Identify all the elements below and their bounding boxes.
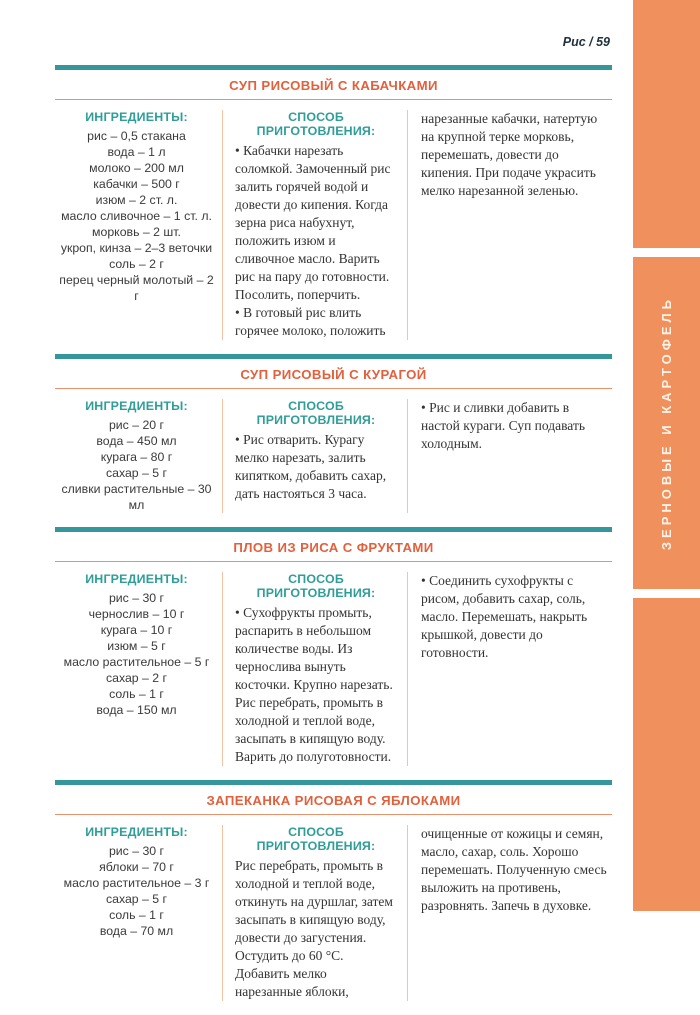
continuation-column [408, 399, 612, 513]
method-column [222, 825, 408, 1001]
ingredient-line: сахар – 5 г [105, 466, 168, 480]
ingredients-list [57, 590, 216, 718]
ingredient-line: сахар – 2 г [105, 671, 168, 685]
method-heading: СПОСОБ ПРИГОТОВЛЕНИЯ: [256, 825, 376, 853]
sidebar-divider-top [633, 248, 700, 257]
ingredient-line: курага – 10 г [100, 623, 173, 637]
method-paragraphs [235, 431, 397, 503]
recipe-title: СУП РИСОВЫЙ С КУРАГОЙ [55, 359, 612, 389]
method-heading: СПОСОБ ПРИГОТОВЛЕНИЯ: [256, 399, 376, 427]
continuation-paragraph: • Рис и сливки добавить в настой кураги. Суп подавать холодным. [421, 400, 586, 451]
ingredient-line: масло сливочное – 1 ст. л. [61, 209, 212, 223]
ingredient-line: морковь – 2 шт. [92, 225, 181, 239]
ingredients-column [55, 825, 222, 1001]
ingredient-line: яблоки – 70 г [99, 860, 174, 874]
method-paragraph: • Кабачки нарезать соломкой. Замоченный рис залить горячей водой и довести до кипения. Когда зерна риса набухнут, положить изюм и сливочное масло. Варить рис на пару до готовности. Посолить, поперчить. [235, 143, 391, 302]
recipe-title: ПЛОВ ИЗ РИСА С ФРУКТАМИ [55, 532, 612, 562]
method-paragraphs [235, 857, 397, 1001]
method-column [222, 572, 408, 766]
ingredient-line: рис – 30 г [108, 844, 165, 858]
ingredient-line: кабачки – 500 г [93, 177, 180, 191]
recipe-title: СУП РИСОВЫЙ С КАБАЧКАМИ [55, 70, 612, 100]
category-tab [633, 257, 700, 589]
ingredient-line: курага – 80 г [100, 450, 173, 464]
ingredients-heading: ИНГРЕДИЕНТЫ: [85, 825, 188, 839]
continuation-paragraph: нарезанные кабачки, натертую на крупной терке морковь, перемешать, довести до кипения. При подаче украсить мелко нарезанной зеленью. [421, 111, 598, 198]
ingredient-line: чернослив – 10 г [88, 607, 185, 621]
recipe-section-1 [55, 65, 612, 344]
ingredients-column [55, 399, 222, 513]
recipe-title: ЗАПЕКАНКА РИСОВАЯ С ЯБЛОКАМИ [55, 785, 612, 815]
continuation-column [408, 825, 612, 1001]
recipe-body [55, 389, 612, 517]
method-paragraph: • В готовый рис влить горячее молоко, положить [235, 305, 386, 338]
ingredient-line: вода – 1 л [107, 145, 166, 159]
ingredient-line: рис – 30 г [108, 591, 165, 605]
ingredient-line: соль – 1 г [109, 687, 164, 701]
method-paragraph: • Сухофрукты промыть, распарить в небольшом количестве воды. Из чернослива вынуть косточки. Крупно нарезать. Рис перебрать, промыть в холодной и теплой воде, засыпать в кипящую воду. Варить до полуготовности. [235, 605, 393, 764]
ingredient-line: молоко – 200 мл [89, 161, 184, 175]
method-paragraphs [235, 142, 397, 340]
continuation-paragraph: очищенные от кожицы и семян, масло, сахар, соль. Хорошо перемешать. Полученную смесь выложить на противень, разровнять. Запечь в духовке. [421, 826, 607, 913]
ingredient-line: вода – 150 мл [96, 703, 177, 717]
ingredients-list [57, 417, 216, 513]
ingredient-line: перец черный молотый – 2 г [59, 273, 214, 303]
method-column [222, 110, 408, 340]
recipe-body [55, 100, 612, 344]
recipe-section-4 [55, 780, 612, 1005]
continuation-column [408, 110, 612, 340]
chapter-name: Рис [562, 35, 586, 49]
ingredient-line: сахар – 5 г [105, 892, 168, 906]
ingredient-line: соль – 2 г [109, 257, 164, 271]
sidebar-divider-bottom [633, 589, 700, 598]
page-header-separator: / [585, 35, 597, 49]
recipe-body [55, 562, 612, 770]
ingredient-line: масло растительное – 5 г [63, 655, 210, 669]
ingredient-line: сливки растительные – 30 мл [61, 482, 212, 512]
method-heading: СПОСОБ ПРИГОТОВЛЕНИЯ: [256, 572, 376, 600]
recipe-body [55, 815, 612, 1005]
ingredient-line: укроп, кинза – 2–3 веточки [60, 241, 213, 255]
ingredients-column [55, 110, 222, 340]
page-number: 59 [596, 35, 610, 49]
ingredient-line: изюм – 5 г [107, 639, 166, 653]
continuation-column [408, 572, 612, 766]
method-heading: СПОСОБ ПРИГОТОВЛЕНИЯ: [256, 110, 376, 138]
ingredient-line: вода – 450 мл [96, 434, 177, 448]
ingredients-heading: ИНГРЕДИЕНТЫ: [85, 399, 188, 413]
ingredients-column [55, 572, 222, 766]
ingredient-line: соль – 1 г [109, 908, 164, 922]
ingredient-line: рис – 20 г [108, 418, 165, 432]
ingredients-list [57, 843, 216, 939]
recipe-section-2 [55, 354, 612, 517]
category-tab-label: ЗЕРНОВЫЕ И КАРТОФЕЛЬ [659, 295, 674, 551]
page-content [55, 0, 612, 1015]
category-sidebar [633, 0, 700, 911]
method-paragraphs [235, 604, 397, 766]
recipe-section-3 [55, 527, 612, 770]
ingredients-heading: ИНГРЕДИЕНТЫ: [85, 572, 188, 586]
ingredients-heading: ИНГРЕДИЕНТЫ: [85, 110, 188, 124]
page-header [55, 35, 612, 49]
ingredient-line: вода – 70 мл [99, 924, 174, 938]
continuation-paragraph: • Соединить сухофрукты с рисом, добавить сахар, соль, масло. Перемешать, накрыть крышкой, довести до готовности. [421, 573, 588, 660]
method-paragraph: • Рис отварить. Курагу мелко нарезать, залить кипятком, добавить сахар, дать настояться 3 часа. [235, 432, 387, 501]
ingredient-line: рис – 0,5 стакана [87, 129, 186, 143]
ingredient-line: масло растительное – 3 г [63, 876, 210, 890]
ingredient-line: изюм – 2 ст. л. [95, 193, 178, 207]
method-column [222, 399, 408, 513]
ingredients-list [57, 128, 216, 304]
method-paragraph: Рис перебрать, промыть в холодной и теплой воде, откинуть на дуршлаг, затем засыпать в кипящую воду, довести до загустения. Остудить до 60 °С. Добавить мелко нарезанные яблоки, [235, 858, 393, 999]
